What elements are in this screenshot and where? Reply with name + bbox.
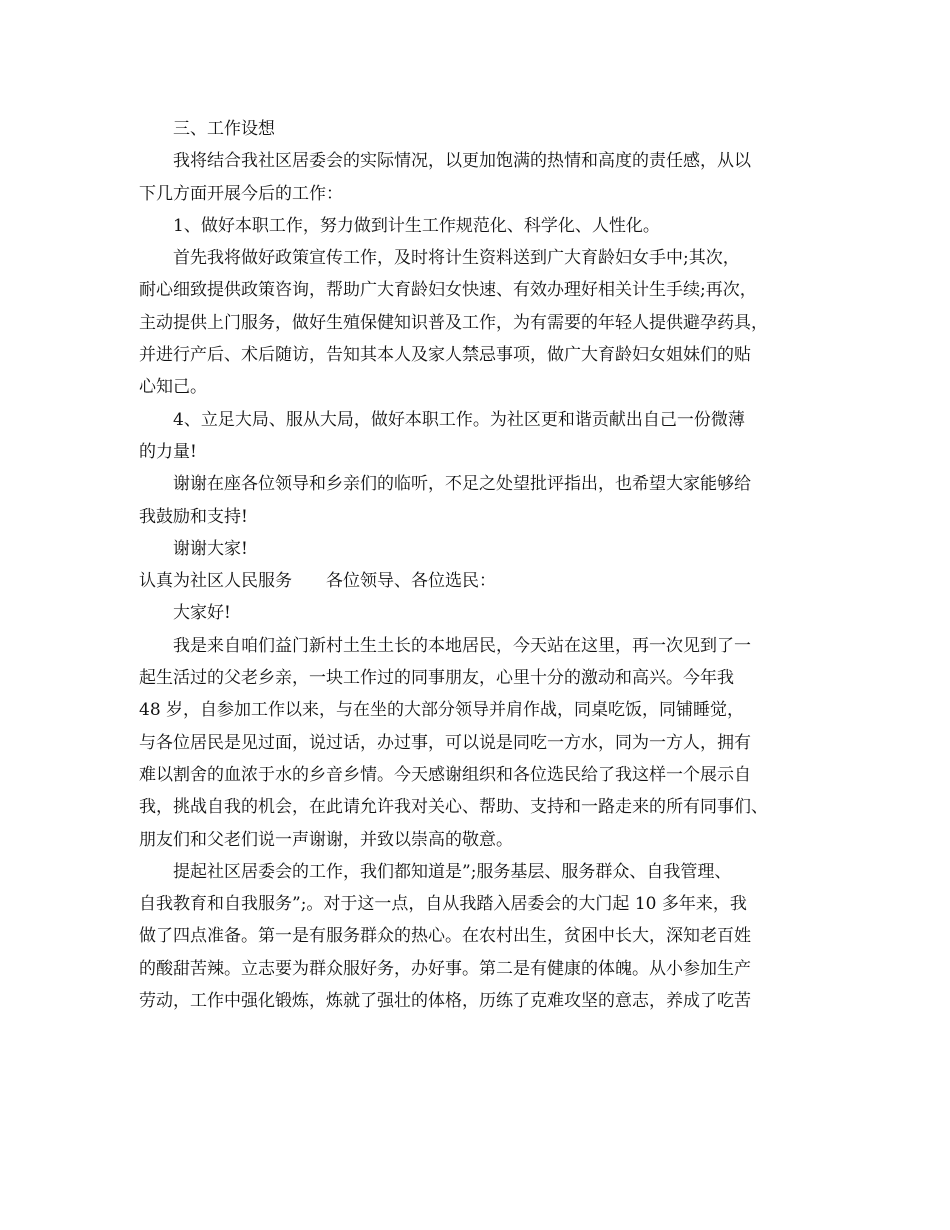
- text-line: 我是来自咱们益门新村土生土长的本地居民，今天站在这里，再一次见到了一: [173, 635, 751, 656]
- text-line: 谢谢在座各位领导和乡亲们的临听，不足之处望批评指出，也希望大家能够给: [173, 474, 751, 495]
- text-line: 认真为社区人民服务 各位领导、各位选民：: [139, 571, 496, 592]
- text-line: 提起社区居委会的工作，我们都知道是”;服务基层、服务群众、自我管理、: [173, 861, 732, 882]
- text-line: 起生活过的父老乡亲，一块工作过的同事朋友，心里十分的激动和高兴。今年我: [139, 668, 734, 689]
- text-line: 朋友们和父老们说一声谢谢，并致以崇高的敬意。: [139, 829, 513, 850]
- text-line: 主动提供上门服务，做好生殖保健知识普及工作，为有需要的年轻人提供避孕药具，: [139, 312, 768, 333]
- text-line: 我，挑战自我的机会，在此请允许我对关心、帮助、支持和一路走来的所有同事们、: [139, 797, 768, 818]
- text-line: 做了四点准备。第一是有服务群众的热心。在农村出生，贫困中长大，深知老百姓: [139, 926, 751, 947]
- text-line: 劳动，工作中强化锻炼，炼就了强壮的体格，历练了克难攻坚的意志，养成了吃苦: [139, 991, 751, 1012]
- text-line: 我鼓励和支持!: [139, 506, 248, 527]
- text-line: 难以割舍的血浓于水的乡音乡情。今天感谢组织和各位选民给了我这样一个展示自: [139, 764, 751, 785]
- text-line: 1、做好本职工作，努力做到计生工作规范化、科学化、人性化。: [173, 215, 660, 236]
- text-line: 48 岁，自参加工作以来，与在坐的大部分领导并肩作战，同桌吃饭，同铺睡觉，: [139, 700, 745, 721]
- document-body: [139, 113, 819, 1017]
- text-line: 的酸甜苦辣。立志要为群众服好务，办好事。第二是有健康的体魄。从小参加生产: [139, 958, 751, 979]
- text-line: 大家好!: [173, 603, 231, 624]
- text-line: 我将结合我社区居委会的实际情况，以更加饱满的热情和高度的责任感，从以: [173, 151, 751, 172]
- text-line: 首先我将做好政策宣传工作，及时将计生资料送到广大育龄妇女手中;其次，: [173, 248, 740, 269]
- text-line: 心知己。: [139, 377, 207, 398]
- text-line: 的力量!: [139, 441, 197, 462]
- text-line: 并进行产后、术后随访，告知其本人及家人禁忌事项，做广大育龄妇女姐妹们的贴: [139, 345, 751, 366]
- text-line: 三、工作设想: [173, 119, 275, 139]
- text-line: 下几方面开展今后的工作：: [139, 183, 343, 204]
- text-line: 自我教育和自我服务”;。对于这一点，自从我踏入居委会的大门起 10 多年来，我: [139, 894, 747, 915]
- text-line: 4、立足大局、服从大局，做好本职工作。为社区更和谐贡献出自己一份微薄: [173, 409, 745, 430]
- text-line: 耐心细致提供政策咨询，帮助广大育龄妇女快速、有效办理好相关计生手续;再次，: [139, 280, 757, 301]
- text-line: 谢谢大家!: [173, 538, 248, 559]
- text-line: 与各位居民是见过面，说过话，办过事，可以说是同吃一方水，同为一方人，拥有: [139, 732, 751, 753]
